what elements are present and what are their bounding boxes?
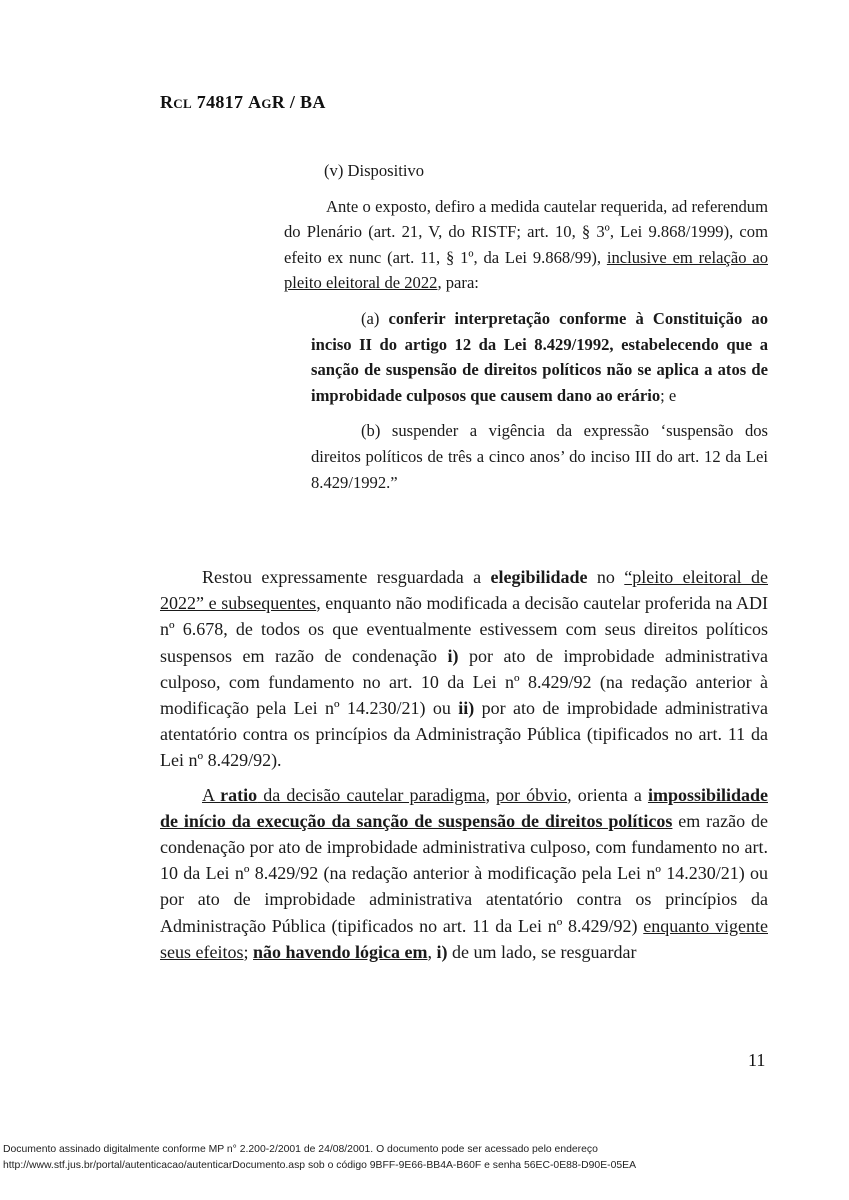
quote-item-b: (b) suspender a vigência da expressão ‘suspensão dos direitos políticos de três a cinco anos’ do inciso III do art. 12 da Lei 8.429/1992.” — [311, 421, 768, 492]
case-uf: / BA — [289, 92, 326, 112]
body-paragraph-2: A ratio da decisão cautelar paradigma, por óbvio, orienta a impossibilidade de início da execução da sanção de suspensão de direitos políticos em razão de condenação por ato de improbidade administrativa culposo, com fundamento no art. 10 da Lei nº 8.429/92 (na redação anterior à modificação pela Lei nº 14.230/21) ou por ato de improbidade administrativa atentatório contra os princípios da Administração Pública (tipificados no art. 11 da Lei nº 8.429/92) enquanto vigente seus efeitos; não havendo lógica em, i) de um lado, se resguardar — [160, 784, 768, 962]
quoted-decision — [284, 158, 768, 505]
section-title: (v) Dispositivo — [324, 161, 425, 180]
footer-line-1: Documento assinado digitalmente conforme MP n° 2.200-2/2001 de 24/08/2001. O documento pode ser acessado pelo endereço — [3, 1144, 598, 1155]
case-prefix: Rcl — [160, 92, 192, 112]
body-paragraph-1: Restou expressamente resguardada a elegibilidade no “pleito eleitoral de 2022” e subsequentes, enquanto não modificada a decisão cautelar proferida na ADI nº 6.678, de todos os que eventualmente estivessem com seus direitos políticos suspensos em razão de condenação i) por ato de improbidade administrativa culposo, com fundamento no art. 10 da Lei nº 8.429/92 (na redação anterior à modificação pela Lei nº 14.230/21) ou ii) por ato de improbidade administrativa atentatório contra os princípios da Administração Pública (tipificados no art. 11 da Lei nº 8.429/92). — [160, 567, 769, 771]
page-number: 11 — [748, 1050, 766, 1070]
case-header — [160, 92, 326, 113]
quote-paragraph-1: Ante o exposto, defiro a medida cautelar requerida, ad referendum do Plenário (art. 21, V, do RISTF; art. 10, § 3º, Lei 9.868/1999), com efeito ex nunc (art. 11, § 1º, da Lei 9.868/99), inclusive em relação ao pleito eleitoral de 2022, para: — [284, 196, 768, 293]
quote-items — [311, 306, 768, 495]
main-text — [160, 564, 768, 973]
footer-line-2: http://www.stf.jus.br/portal/autenticacao/autenticarDocumento.asp sob o código 9BFF-9E66-BB4A-B60F e senha 56EC-0E88-D90E-05EA — [3, 1160, 637, 1171]
case-suffix: AgR — [248, 92, 286, 112]
quote-item-a: (a) conferir interpretação conforme à Constituição ao inciso II do artigo 12 da Lei 8.429/1992, estabelecendo que a sanção de suspensão de direitos políticos não se aplica a atos de improbidade culposos que causem dano ao erário; e — [311, 308, 768, 405]
signature-footer — [3, 1142, 849, 1174]
case-number: 74817 — [196, 92, 244, 112]
